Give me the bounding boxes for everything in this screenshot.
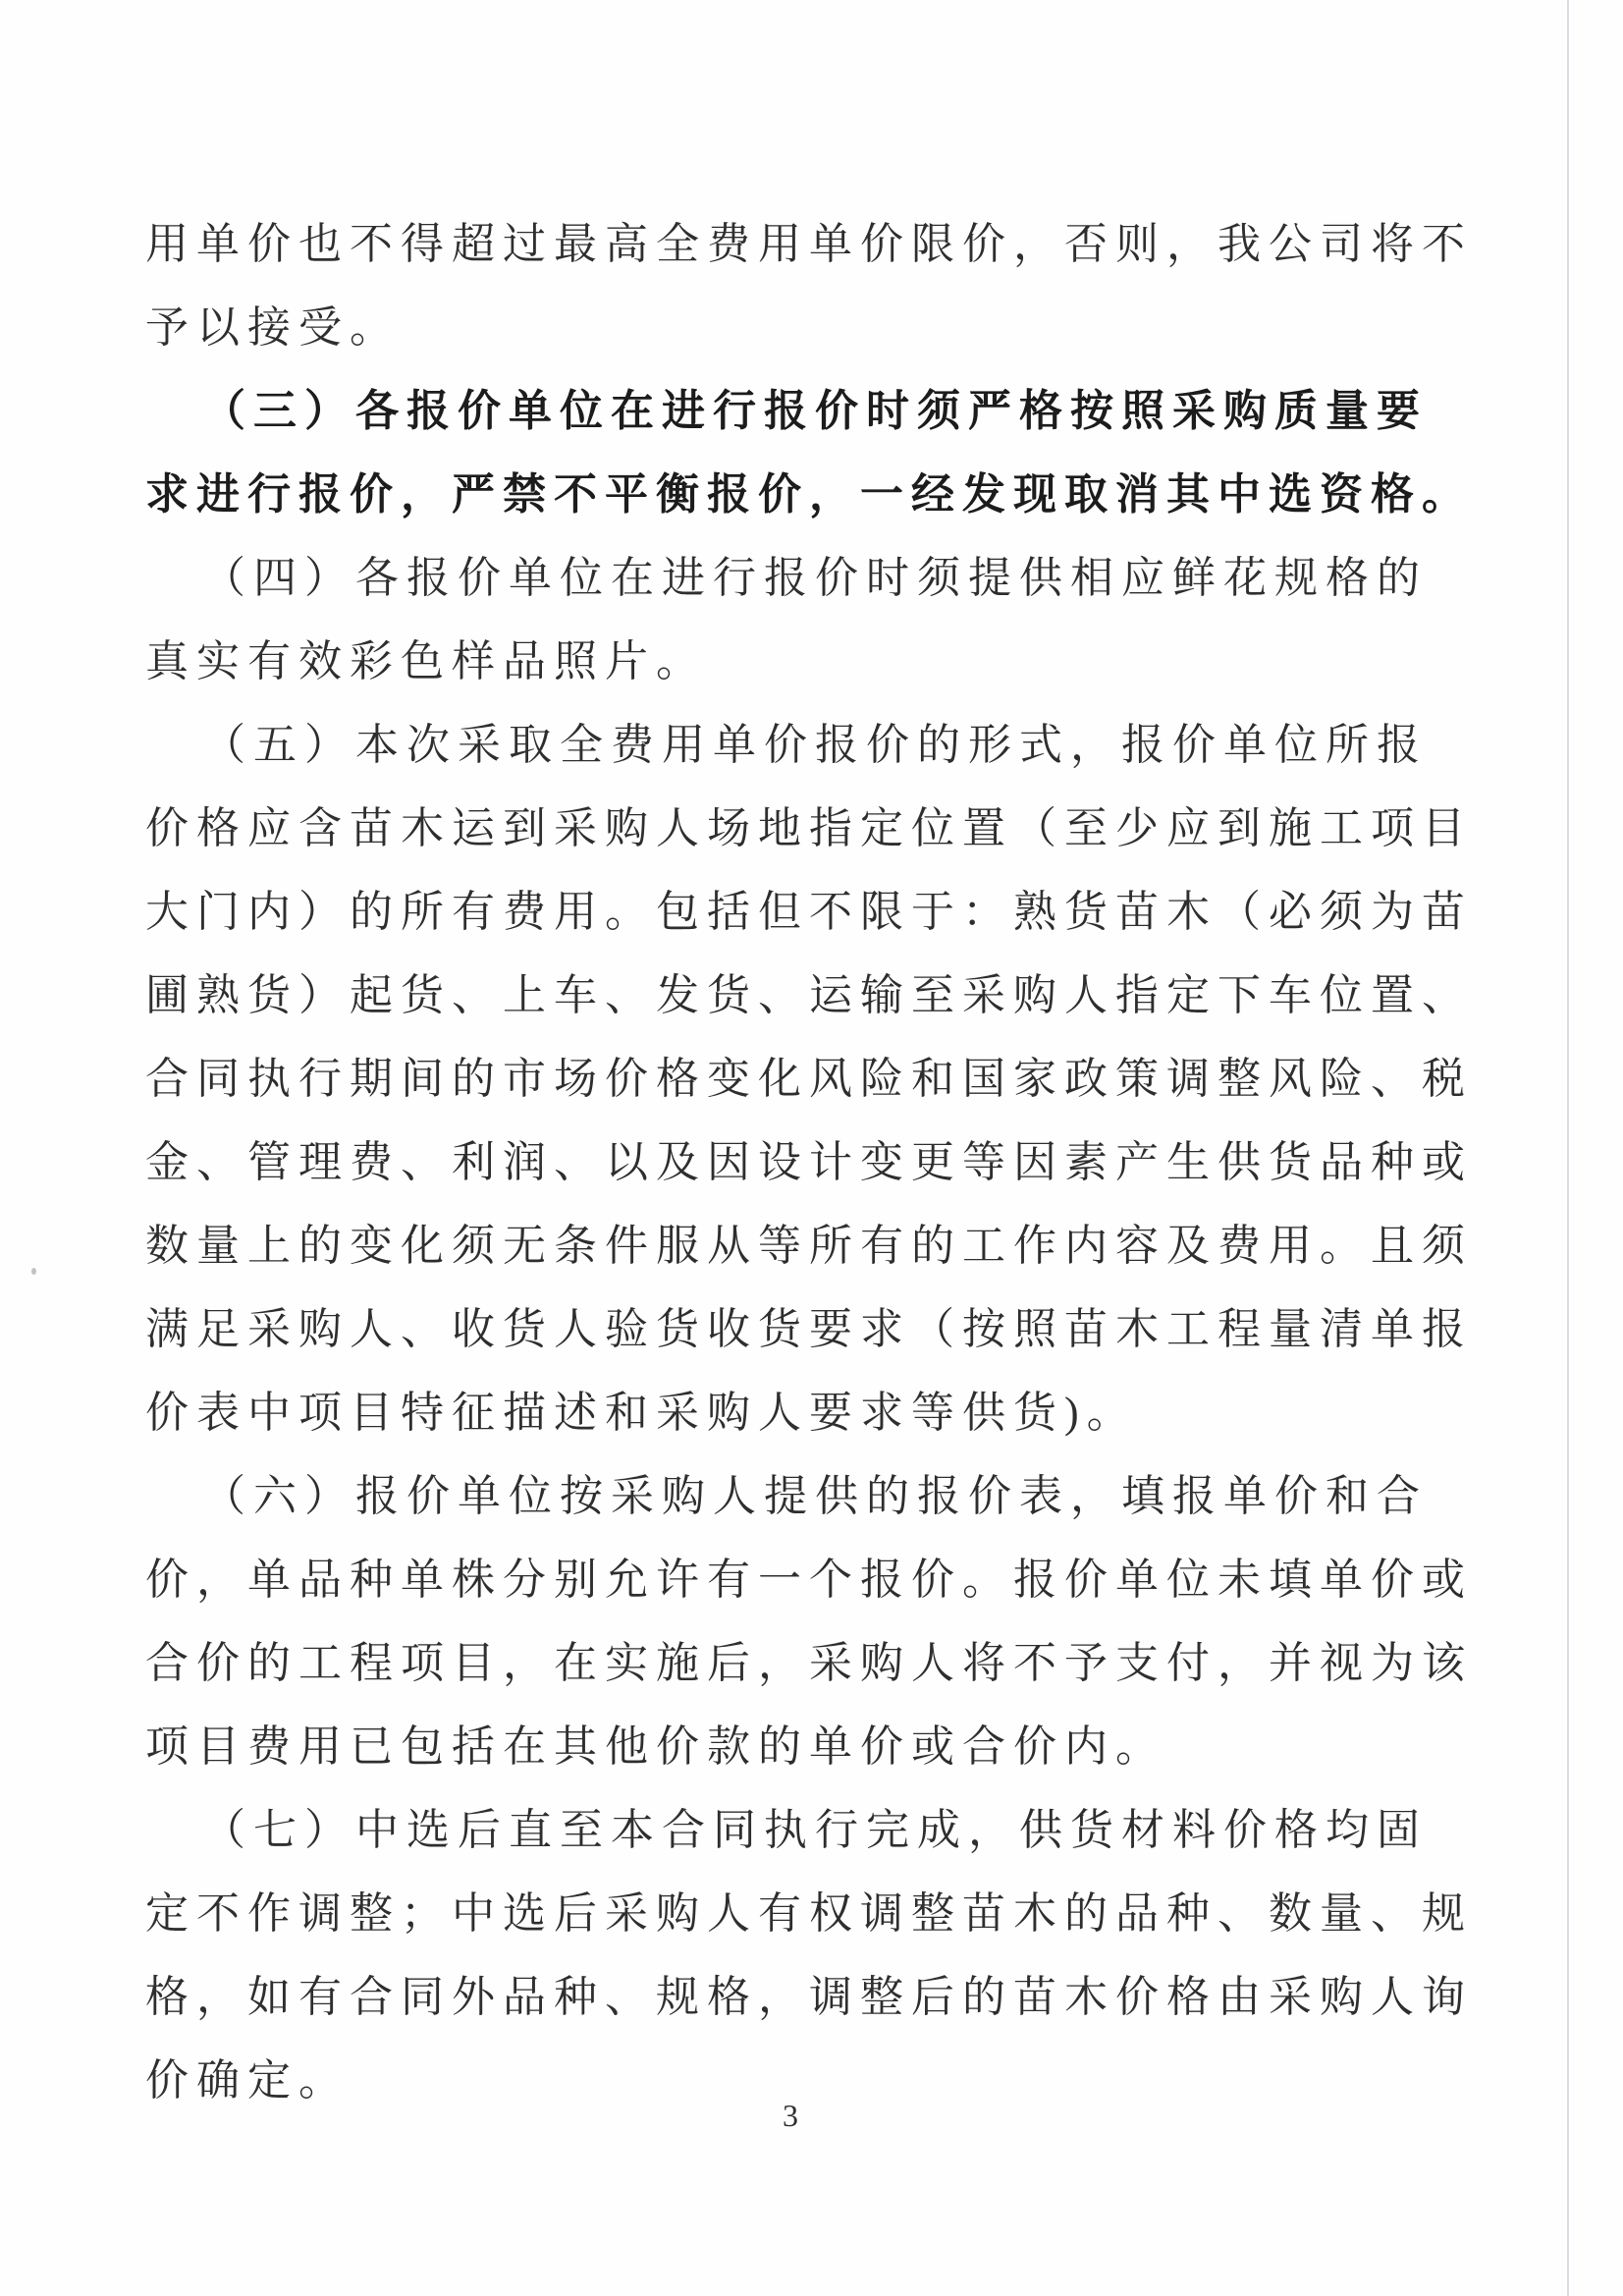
text-block bbox=[145, 202, 1505, 2122]
text-line: 合价的工程项目，在实施后，采购人将不予支付，并视为该 bbox=[145, 1639, 1473, 1687]
text-line: （四）各报价单位在进行报价时须提供相应鲜花规格的 bbox=[202, 554, 1428, 602]
paragraph-continuation bbox=[145, 202, 1505, 369]
text-line: 价，单品种单株分别允许有一个报价。报价单位未填单价或 bbox=[145, 1556, 1473, 1604]
text-line: 定不作调整；中选后采购人有权调整苗木的品种、数量、规 bbox=[145, 1889, 1473, 1938]
text-line: （三）各报价单位在进行报价时须严格按照采购质量要 bbox=[202, 387, 1428, 435]
text-line: 真实有效彩色样品照片。 bbox=[145, 637, 707, 685]
paragraph-item-7 bbox=[145, 1788, 1505, 2122]
text-line: 圃熟货）起货、上车、发货、运输至采购人指定下车位置、 bbox=[145, 971, 1473, 1019]
page-number: 3 bbox=[783, 2098, 798, 2133]
scan-artifact-speck bbox=[31, 1268, 36, 1275]
text-line: 合同执行期间的市场价格变化风险和国家政策调整风险、税 bbox=[145, 1055, 1473, 1103]
paragraph-item-5 bbox=[145, 703, 1505, 1454]
text-line: 数量上的变化须无条件服从等所有的工作内容及费用。且须 bbox=[145, 1222, 1473, 1270]
text-line: 予以接受。 bbox=[145, 303, 401, 352]
text-line: 大门内）的所有费用。包括但不限于：熟货苗木（必须为苗 bbox=[145, 888, 1473, 936]
text-line: 项目费用已包括在其他价款的单价或合价内。 bbox=[145, 1722, 1166, 1771]
text-line: 用单价也不得超过最高全费用单价限价，否则，我公司将不 bbox=[145, 220, 1473, 268]
paragraph-item-3 bbox=[145, 369, 1505, 536]
paragraph-item-4 bbox=[145, 536, 1505, 703]
text-line: （六）报价单位按采购人提供的报价表，填报单价和合 bbox=[202, 1472, 1428, 1520]
paragraph-item-6 bbox=[145, 1454, 1505, 1788]
text-line: 满足采购人、收货人验货收货要求（按照苗木工程量清单报 bbox=[145, 1305, 1473, 1353]
text-line: 格，如有合同外品种、规格，调整后的苗木价格由采购人询 bbox=[145, 1973, 1473, 2021]
scan-artifact-line bbox=[1567, 0, 1569, 2296]
text-line: 价确定。 bbox=[145, 2056, 350, 2105]
text-line: 金、管理费、利润、以及因设计变更等因素产生供货品种或 bbox=[145, 1138, 1473, 1186]
text-line: 求进行报价，严禁不平衡报价，一经发现取消其中选资格。 bbox=[145, 470, 1473, 519]
text-line: 价表中项目特征描述和采购人要求等供货)。 bbox=[145, 1389, 1138, 1437]
text-line: （五）本次采取全费用单价报价的形式，报价单位所报 bbox=[202, 721, 1428, 769]
text-line: （七）中选后直至本合同执行完成，供货材料价格均固 bbox=[202, 1806, 1428, 1854]
text-line: 价格应含苗木运到采购人场地指定位置（至少应到施工项目 bbox=[145, 804, 1473, 852]
